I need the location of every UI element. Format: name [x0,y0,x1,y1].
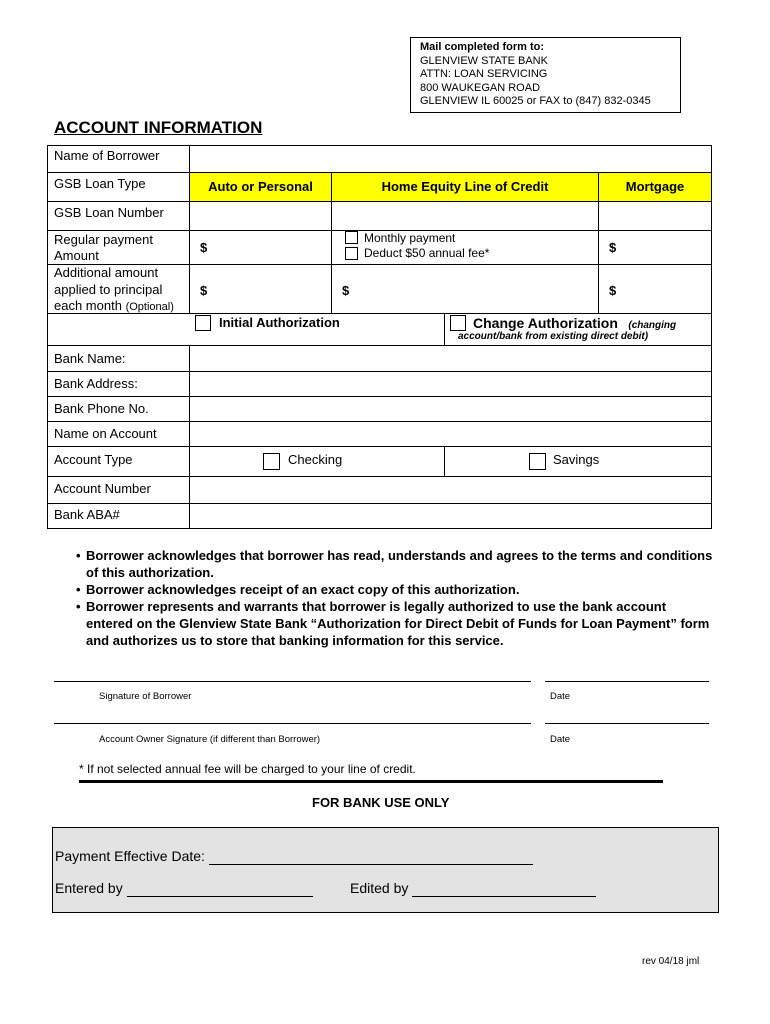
bank-use-heading: FOR BANK USE ONLY [312,795,450,810]
effective-date-label: Payment Effective Date: [55,848,205,864]
edited-by-field[interactable] [412,880,596,897]
change-note-1: (changing [628,320,677,331]
change-authorization-checkbox[interactable] [450,315,466,331]
page-title: ACCOUNT INFORMATION [54,118,263,137]
change-authorization-label: Change Authorization [473,315,618,331]
edited-by-row [350,880,596,897]
footnote: * If not selected annual fee will be charged to your line of credit. [79,762,416,776]
owner-date-label: Date [550,734,571,745]
additional-heloc-dollar: $ [342,283,350,298]
mail-line-1: GLENVIEW STATE BANK [420,54,548,67]
label-gsb-loan-type: GSB Loan Type [54,176,146,191]
mailing-address-box [410,37,681,113]
monthly-payment-checkbox[interactable] [345,231,358,244]
deduct-fee-label: Deduct $50 annual fee* [364,246,490,260]
loan-type-auto-label: Auto or Personal [208,179,313,194]
acknowledgement-3: • Borrower represents and warrants that borrower is legally authorized to use the bank account entered on the Glenview State Bank “Authorization for Direct Debit of Funds for Loan Payment” form and authorizes us to store that banking information for this service. [76,598,716,649]
heloc-options [364,231,489,261]
monthly-payment-label: Monthly payment [364,231,456,245]
borrower-signature-line[interactable] [54,681,531,682]
additional-mortgage-dollar: $ [609,283,617,298]
label-bank-address: Bank Address: [54,376,138,391]
label-name-of-borrower: Name of Borrower [54,148,160,163]
owner-signature-line[interactable] [54,723,531,724]
label-regular-payment-line-1: Regular payment [54,232,153,247]
savings-checkbox[interactable] [529,453,546,470]
mail-heading: Mail completed form to: [420,41,545,53]
label-additional-line-1: Additional amount [54,265,159,280]
divider-rule [79,780,663,783]
label-optional: (Optional) [125,301,174,313]
label-bank-name: Bank Name: [54,351,126,366]
label-regular-payment [54,232,153,264]
initial-authorization-label: Initial Authorization [219,315,340,330]
additional-auto-dollar: $ [200,283,208,298]
bank-name-field[interactable] [190,346,711,371]
regular-mortgage-dollar: $ [609,240,617,255]
entered-by-field[interactable] [127,880,313,897]
label-additional-line-3: each month [54,298,122,313]
borrower-date-line[interactable] [545,681,709,682]
loan-type-heloc-label: Home Equity Line of Credit [381,179,549,194]
savings-label: Savings [553,452,600,467]
mail-line-3: 800 WAUKEGAN ROAD [420,81,541,94]
regular-auto-dollar: $ [200,240,208,255]
loan-type-heloc[interactable] [332,173,598,201]
loan-type-auto[interactable] [190,173,331,201]
account-number-field[interactable] [190,477,711,503]
label-account-type: Account Type [54,452,133,467]
revision-note: rev 04/18 jml [642,956,700,967]
initial-authorization-checkbox[interactable] [195,315,211,331]
borrower-date-label: Date [550,691,571,702]
bank-use-box [52,827,719,913]
acknowledgement-1: • Borrower acknowledges that borrower has read, understands and agrees to the terms and conditions of this authorization. [76,547,716,581]
entered-by-label: Entered by [55,880,123,896]
name-on-account-field[interactable] [190,422,711,446]
label-additional-line-2: applied to principal [54,281,163,297]
owner-signature-label: Account Owner Signature (if different than Borrower) [99,734,321,745]
bank-phone-field[interactable] [190,397,711,421]
mail-line-4: GLENVIEW IL 60025 or FAX to (847) 832-0345 [420,95,651,107]
checking-checkbox[interactable] [263,453,280,470]
bank-aba-field[interactable] [190,504,711,528]
label-gsb-loan-number: GSB Loan Number [54,205,164,220]
effective-date-field[interactable] [209,848,533,865]
acknowledgements [76,547,716,649]
loan-type-mortgage-label: Mortgage [625,179,685,194]
effective-date-row [55,848,533,865]
change-note-2: account/bank from existing direct debit) [458,331,649,342]
label-account-number: Account Number [54,481,151,496]
borrower-signature-label: Signature of Borrower [99,691,192,702]
mail-line-2: ATTN: LOAN SERVICING [420,68,548,80]
deduct-fee-checkbox[interactable] [345,247,358,260]
label-name-on-account: Name on Account [54,426,157,441]
loan-type-mortgage[interactable] [599,173,711,201]
checking-label: Checking [288,452,343,467]
entered-by-row [55,880,313,897]
edited-by-label: Edited by [350,880,409,896]
borrower-name-field[interactable] [190,146,711,172]
owner-date-line[interactable] [545,723,709,724]
label-bank-phone: Bank Phone No. [54,401,149,416]
label-bank-aba: Bank ABA# [54,507,120,522]
label-additional-amount [54,265,174,316]
bank-address-field[interactable] [190,372,711,396]
acknowledgement-2: • Borrower acknowledges receipt of an exact copy of this authorization. [76,581,716,598]
label-regular-payment-line-2: Amount [54,248,99,263]
